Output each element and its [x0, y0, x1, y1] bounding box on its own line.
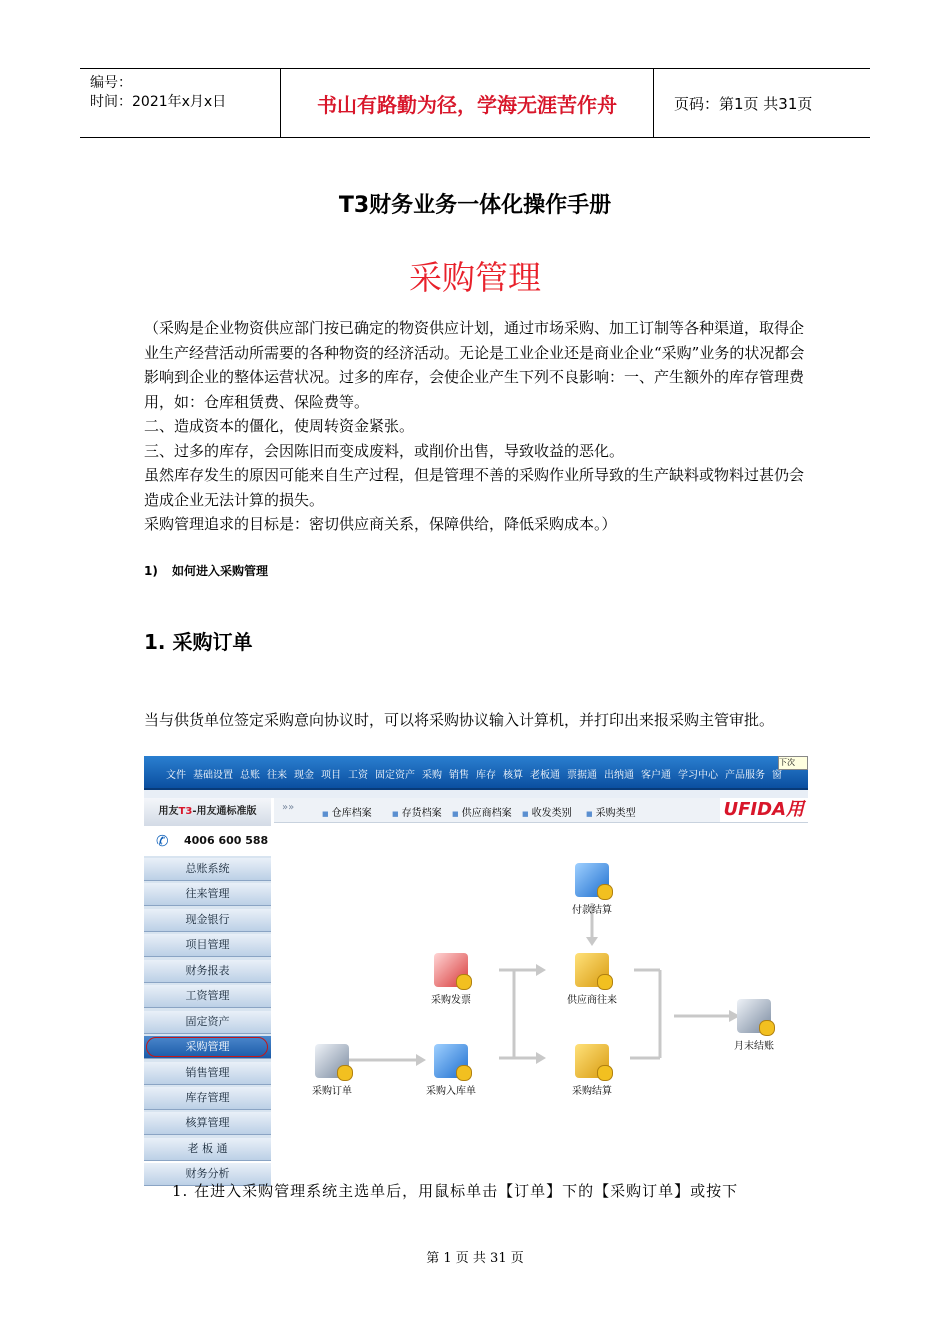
- menu-item[interactable]: 票据通: [567, 770, 597, 781]
- header-meta: [80, 69, 281, 137]
- node-invoice[interactable]: [411, 953, 491, 1006]
- menu-gap: [144, 790, 808, 798]
- intro-line: 二、造成资本的僵化，使周转资金紧张。: [144, 417, 415, 435]
- sidebar-item[interactable]: 项目管理: [144, 934, 271, 957]
- header-page-info: [664, 69, 870, 137]
- step-paragraph: 1. 在进入采购管理系统主选单后，用鼠标单击【订单】下的【采购订单】或按下: [172, 1182, 739, 1200]
- menu-item[interactable]: 学习中心: [678, 770, 718, 781]
- toolbar-warehouse[interactable]: ■ 仓库档案: [322, 804, 372, 819]
- menu-item[interactable]: 项目: [321, 770, 341, 781]
- node-label: 采购发票: [431, 995, 471, 1006]
- sidebar-item[interactable]: 核算管理: [144, 1112, 271, 1135]
- sidebar: [144, 798, 271, 1181]
- phone-icon: ✆: [156, 832, 169, 850]
- flow-arrows: [274, 823, 808, 1161]
- node-label: 付款结算: [572, 905, 612, 916]
- calendar-icon: [737, 999, 771, 1033]
- page-header: [80, 68, 870, 138]
- page-footer: 第 1 页 共 31 页: [426, 1251, 524, 1266]
- menu-bar: [144, 756, 808, 790]
- menu-item[interactable]: 出纳通: [604, 770, 634, 781]
- intro-line: 虽然库存发生的原因可能来自生产过程，但是管理不善的采购作业所导致的生产缺料或物料过甚仍会造成企业无法计算的损失。: [144, 466, 805, 509]
- toolbar-inventory[interactable]: ■ 存货档案: [392, 804, 442, 819]
- menu-item[interactable]: 采购: [422, 770, 442, 781]
- menu-item[interactable]: 销售: [449, 770, 469, 781]
- node-label: 月末结账: [734, 1041, 774, 1052]
- sidebar-item[interactable]: 往来管理: [144, 883, 271, 906]
- body-paragraph: 当与供货单位签定采购意向协议时，可以将采购协议输入计算机，并打印出来报采购主管审批。: [144, 711, 775, 729]
- menu-items: [166, 766, 782, 781]
- menu-item[interactable]: 老板通: [530, 770, 560, 781]
- receipt-icon: [434, 1044, 468, 1078]
- menu-item[interactable]: 窗: [772, 770, 782, 781]
- sidebar-item[interactable]: 采购管理: [144, 1036, 271, 1059]
- menu-item[interactable]: 固定资产: [375, 770, 415, 781]
- phone-number: 4006 600 588: [184, 834, 269, 847]
- sidebar-item[interactable]: 财务分析: [144, 1163, 271, 1186]
- toolbar-supplier[interactable]: ■ 供应商档案: [452, 804, 512, 819]
- ufida-logo: UFIDA用: [720, 798, 808, 822]
- menu-item[interactable]: 总账: [240, 770, 260, 781]
- next-tip: 下次: [778, 756, 808, 770]
- brand-prefix: 用友: [158, 806, 179, 817]
- number-label: 编号：: [90, 75, 132, 91]
- menu-item[interactable]: 基础设置: [193, 770, 233, 781]
- bullet-text: 如何进入采购管理: [172, 564, 269, 578]
- sidebar-item[interactable]: 工资管理: [144, 985, 271, 1008]
- sidebar-item[interactable]: 老 板 通: [144, 1138, 271, 1161]
- intro-line: 三、过多的库存，会因陈旧而变成废料，或削价出售，导致收益的恶化。: [144, 441, 625, 460]
- time-label: 时间：2021年x月x日: [90, 94, 227, 110]
- menu-item[interactable]: 往来: [267, 770, 287, 781]
- menu-item[interactable]: 客户通: [641, 770, 671, 781]
- node-label: 采购结算: [572, 1086, 612, 1097]
- intro-line: （采购是企业物资供应部门按已确定的物资供应计划，通过市场采购、加工订制等各种渠道，取得企业生产经营活动所需要的各种物资的经济活动。无论是工业企业还是商业企业“采购”业务的状况都会影响到企业的整体运营状况。过多的库存，会使企业产生下列不良影响：一、产生额外的库存管理费用，如：仓库租赁费、保险费等。: [144, 319, 805, 411]
- menu-item[interactable]: 现金: [294, 770, 314, 781]
- sidebar-item[interactable]: 固定资产: [144, 1011, 271, 1034]
- sidebar-item[interactable]: 总账系统: [144, 858, 271, 881]
- brand-bar: [144, 798, 271, 826]
- menu-item[interactable]: 核算: [503, 770, 523, 781]
- header-motto: 书山有路勤为径，学海无涯苦作舟: [281, 69, 654, 137]
- menu-item[interactable]: 文件: [166, 770, 186, 781]
- node-supplier[interactable]: [552, 953, 632, 1006]
- bullet-item: [144, 562, 268, 579]
- page-info-text: 页码：第1页 共31页: [674, 94, 813, 113]
- node-label: 采购入库单: [426, 1086, 476, 1097]
- menu-item[interactable]: 工资: [348, 770, 368, 781]
- node-pay-settle[interactable]: [552, 863, 632, 916]
- doc-subtitle: 采购管理: [409, 258, 541, 297]
- app-screenshot: [144, 756, 808, 1181]
- node-label: 采购订单: [312, 1086, 352, 1097]
- node-order[interactable]: [292, 1044, 372, 1097]
- calculator-icon: [575, 863, 609, 897]
- phone-box: [144, 826, 271, 856]
- intro-line: 采购管理追求的目标是：密切供应商关系，保障供给，降低采购成本。）: [144, 515, 617, 533]
- sidebar-item[interactable]: 财务报表: [144, 960, 271, 983]
- node-settle[interactable]: [552, 1044, 632, 1097]
- brand-suffix: -用友通标准版: [192, 806, 257, 817]
- sidebar-item[interactable]: 库存管理: [144, 1087, 271, 1110]
- supplier-icon: [575, 953, 609, 987]
- node-label: 供应商往来: [567, 995, 617, 1006]
- toolbar-purchase-type[interactable]: ■ 采购类型: [586, 804, 636, 819]
- menu-item[interactable]: 库存: [476, 770, 496, 781]
- menu-item[interactable]: 产品服务: [725, 770, 765, 781]
- toolbar-category[interactable]: ■ 收发类别: [522, 804, 572, 819]
- sidebar-nav: [144, 858, 271, 1189]
- node-receipt[interactable]: [411, 1044, 491, 1097]
- section-heading: 1. 采购订单: [144, 630, 253, 654]
- order-icon: [315, 1044, 349, 1078]
- node-month-end[interactable]: [714, 999, 794, 1052]
- sidebar-item[interactable]: 销售管理: [144, 1062, 271, 1085]
- doc-title: T3财务业务一体化操作手册: [338, 193, 612, 218]
- settle-icon: [575, 1044, 609, 1078]
- intro-paragraph: [144, 316, 808, 537]
- toolbar: [274, 798, 808, 823]
- invoice-icon: [434, 953, 468, 987]
- expand-icon[interactable]: »»: [282, 802, 295, 813]
- bullet-number: 1): [144, 564, 158, 578]
- sidebar-item[interactable]: 现金银行: [144, 909, 271, 932]
- flow-canvas: [274, 823, 808, 1161]
- brand-t3: T3: [178, 806, 193, 817]
